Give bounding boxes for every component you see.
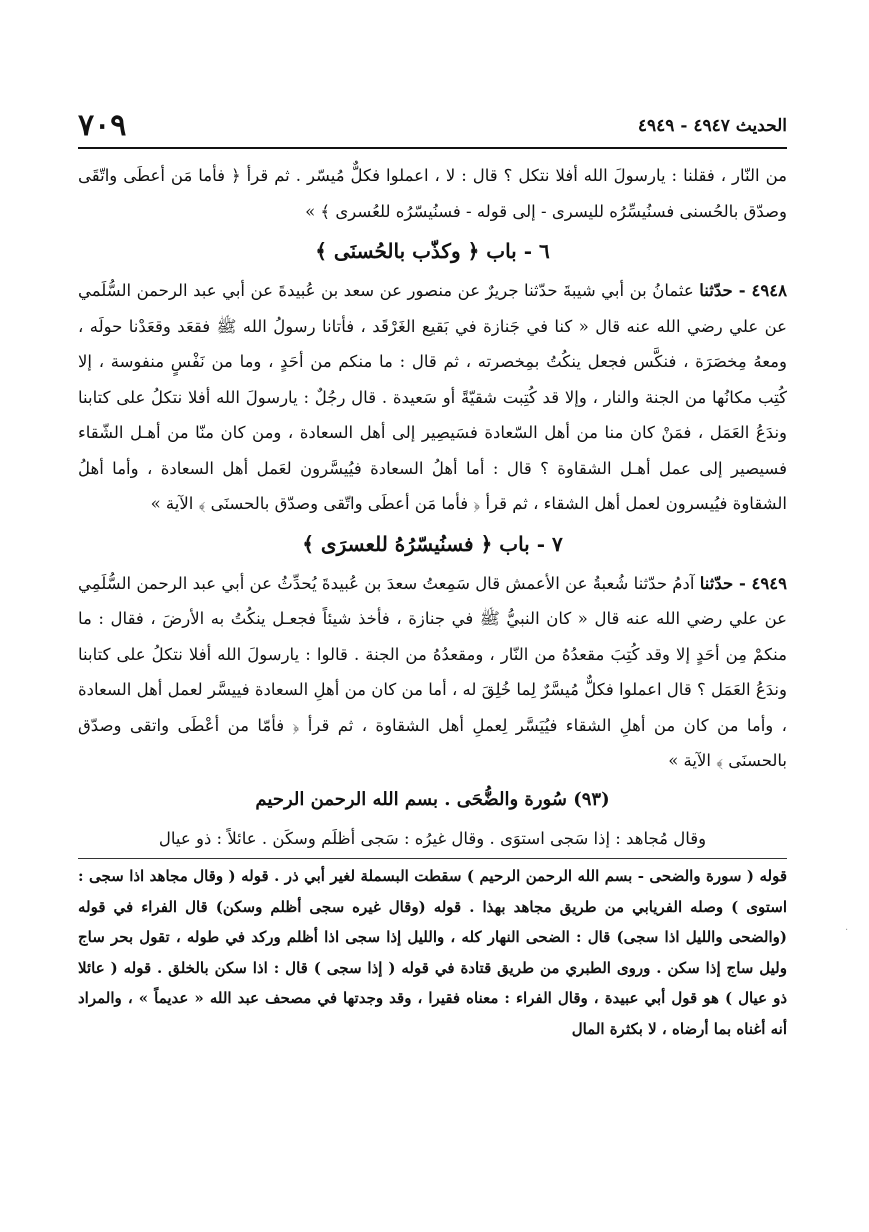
page-number: ٧٠٩ bbox=[78, 108, 127, 143]
main-text bbox=[78, 158, 787, 1044]
hadith-4948-number: ٤٩٤٨ - حدّثنا bbox=[699, 281, 787, 300]
header-rule bbox=[78, 147, 787, 149]
scan-edge-mark: · bbox=[845, 925, 849, 936]
chapter-heading-6: ٦ - باب ﴿ وكذّب بالحُسنَى ﴾ bbox=[315, 239, 550, 263]
hadith-4949 bbox=[78, 566, 787, 779]
hadith-continuation: من النّار ، فقلنا : يارسولَ الله أفلا نتكل ؟ قال : لا ، اعملوا فكلٌّ مُيسّر . ثم قرأ ﴿ فأما مَن أعطَى واتّقَى وصدّق بالحُسنى فسنُيسِّرُه لليسرى - إلى قوله - فسنُيسّرُه للعُسرى ﴾ » bbox=[78, 166, 787, 221]
commentary-block: قوله ( سورة والضحى - بسم الله الرحمن الرحيم ) سقطت البسملة لغير أبي ذر . قوله ( وقال مجاهد اذا سجى : استوى ) وصله الفريابي من طريق مجاهد بهذا . قوله (وقال غيره سجى أظلم وسكن) قال الفراء في قوله (والضحى والليل اذا سجى) قال : الضحى النهار كله ، والليل إذا سجى اذا أظلم وركد في طوله ، تقول بحر ساج وليل ساج إذا سكن . وروى الطبري من طريق قتادة في قوله ( إذا سجى ) قال : اذا سكن بالخلق . قوله ( عائلا ذو عيال ) هو قول أبي عبيدة ، وقال الفراء : معناه فقيرا ، وقد وجدتها في مصحف عبد الله « عديماً » ، والمراد أنه أغناه بما أرضاه ، لا بكثرة المال bbox=[78, 867, 787, 1038]
running-head: الحديث ٤٩٤٧ - ٤٩٤٩ bbox=[637, 116, 787, 136]
surah-heading: (٩٣) سُورة والضُّحَى . بسم الله الرحمن الرحيم bbox=[255, 788, 610, 810]
page-header bbox=[78, 108, 787, 148]
hadith-4948 bbox=[78, 273, 787, 522]
commentary-divider bbox=[78, 858, 787, 859]
hadith-4948-text: عثمانُ بن أبي شيبةَ حدّثنا جريرٌ عن منصور عن سعد بن عُبيدةَ عن أبي عبد الرحمن السُّلَمي عن علي رضي الله عنه قال « كنا في جَنازة في بَقيع الغَرْقَد ، فأتانا رسولُ الله ﷺ فقعَد وقعَدْنا حولَه ، ومعهُ مِخصَرَة ، فنكَّس فجعل ينكُتُ بمِخصرته ، ثم قال : ما منكم من أحَدٍ ، وما من نَفْسٍ منفوسة ، إلا كُتِب مكانُها من الجنة والنار ، وإلا قد كُتِبت شقيّةً أو سَعيدة . قال رجُلٌ : يارسولَ الله أفلا نتكلُ على كتابنا وندَعُ العَمَل ، فمَنْ كان منا من أهل السّعادة فسَيصِير إلى أهل السعادة ، ومن كان منّا من أهـل الشّقاء فسيصير إلى عمل أهـل الشقاوة ؟ قال : أما أهلُ السعادة فيُيسَّرون لعَمل أهل السعادة ، وأما أهلُ الشقاوة فيُيسرون لعمل أهل الشقاء ، ثم قرأ ﴿ فأما مَن أعطَى واتّقى وصدّق بالحسنَى ﴾ الآية » bbox=[78, 281, 787, 513]
hadith-4949-number: ٤٩٤٩ - حدّثنا bbox=[699, 573, 787, 593]
mujahid-note: وقال مُجاهد : إذا سَجى استوَى . وقال غيرُه : سَجى أظلَم وسكَن . عائلاً : ذو عيال bbox=[158, 828, 707, 848]
chapter-heading-7: ٧ - باب ﴿ فسنُيسّرُهُ للعسرَى ﴾ bbox=[302, 531, 563, 556]
hadith-4949-text: آدمُ حدّثنا شُعبةُ عن الأعمش قال سَمِعتُ سعدَ بن عُبيدةَ يُحدِّثُ عن أبي عبد الرحمن السُّلَمِي عن علي رضي الله عنه قال « كان النبيُّ ﷺ في جنازة ، فأخذ شيئاً فجعـل ينكُتُ به الأرضَ ، فقال : ما منكمْ مِن أحَدٍ إلا وقد كُتِبَ مقعدُهُ من النّار ، ومقعدُهُ من الجنة . قالوا : يارسولَ الله أفلا نتكلُ على كتابنا وندَعُ العَمَل ؟ قال اعملوا فكلٌّ مُيسَّرٌ لِما خُلِقَ له ، أما من كان من أهلِ السعادة فييسَّر لعمل أهل السعادة ، وأما من كان من أهلِ الشقاء فيُيَسَّر لِعملِ أهل الشقاوة ، ثم قرأ ﴿ فأمّا من أعْطَى واتقى وصدّق بالحسنَى ﴾ الآية » bbox=[78, 573, 787, 770]
